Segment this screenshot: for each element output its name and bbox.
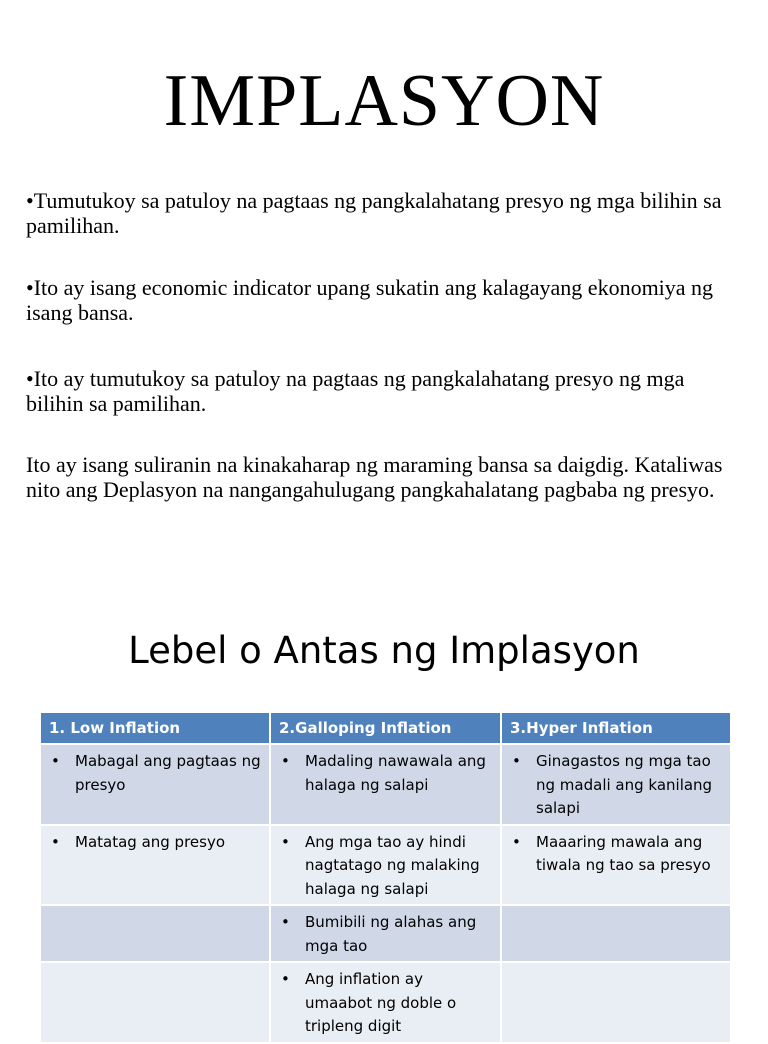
bullet-item	[510, 831, 722, 878]
definition-paragraph-4: Ito ay isang suliranin na kinakaharap ng maraming bansa sa daigdig. Kataliwas nito ang Deplasyon na nangangahulugang pangkahalatang pagbaba ng presyo.	[26, 452, 723, 502]
bullet-text: Ang mga tao ay hindi nagtatago ng malaking halaga ng salapi	[305, 832, 480, 898]
bullet-text: Ang inflation ay umaabot ng doble o tripleng digit	[305, 970, 457, 1035]
bullet-icon: •	[281, 832, 290, 851]
header-galloping-inflation: 2.Galloping Inflation	[270, 712, 501, 744]
bullet-item	[279, 968, 492, 1039]
bullet-icon: •	[281, 970, 290, 988]
table-row	[40, 825, 731, 906]
bullet-text: Matatag ang presyo	[75, 832, 226, 851]
section-title: Lebel o Antas ng Implasyon	[128, 629, 640, 672]
bullet-icon: •	[51, 752, 60, 770]
table-cell-low-inflation	[40, 825, 270, 906]
bullet-text: Mabagal ang pagtaas ng presyo	[75, 752, 261, 794]
bullet-text: Madaling nawawala ang halaga ng salapi	[305, 752, 486, 794]
header-low-inflation: 1. Low Inflation	[40, 712, 270, 744]
table-cell-hyper-inflation	[501, 905, 731, 962]
table-row	[40, 905, 731, 962]
table-cell-low-inflation	[40, 962, 270, 1043]
bullet-text: Bumibili ng alahas ang mga tao	[305, 913, 477, 955]
bullet-text: Maaaring mawala ang tiwala ng tao sa presyo	[536, 832, 711, 874]
inflation-levels-table	[39, 711, 732, 1044]
slide-title: IMPLASYON	[163, 60, 605, 142]
table-cell-low-inflation	[40, 905, 270, 962]
definition-paragraph-2: •Ito ay isang economic indicator upang sukatin ang kalagayang ekonomiya ng isang bansa.	[26, 275, 714, 325]
table-cell-hyper-inflation	[501, 825, 731, 906]
table-header-row	[40, 712, 731, 744]
definition-paragraph-1: •Tumutukoy sa patuloy na pagtaas ng pangkalahatang presyo ng mga bilihin sa pamilihan.	[26, 188, 722, 238]
table-row	[40, 744, 731, 825]
table-cell-galloping-inflation	[270, 962, 501, 1043]
bullet-item	[279, 911, 492, 958]
bullet-icon: •	[512, 752, 521, 770]
table-cell-galloping-inflation	[270, 744, 501, 825]
table-cell-hyper-inflation	[501, 744, 731, 825]
table-row	[40, 962, 731, 1043]
table-body	[40, 744, 731, 1043]
table-cell-low-inflation	[40, 744, 270, 825]
table-cell-galloping-inflation	[270, 825, 501, 906]
bullet-icon: •	[281, 752, 290, 770]
bullet-item	[49, 750, 261, 797]
bullet-item	[279, 750, 492, 797]
bullet-text: Ginagastos ng mga tao ng madali ang kanilang salapi	[536, 752, 713, 817]
bullet-item	[49, 831, 261, 855]
header-hyper-inflation: 3.Hyper Inflation	[501, 712, 731, 744]
table-cell-hyper-inflation	[501, 962, 731, 1043]
table-cell-galloping-inflation	[270, 905, 501, 962]
bullet-icon: •	[281, 913, 290, 931]
bullet-icon: •	[51, 832, 60, 851]
bullet-icon: •	[512, 832, 521, 851]
bullet-item	[279, 831, 492, 902]
bullet-item	[510, 750, 722, 821]
definition-paragraph-3: •Ito ay tumutukoy sa patuloy na pagtaas ng pangkalahatang presyo ng mga bilihin sa pamilihan.	[26, 366, 685, 416]
